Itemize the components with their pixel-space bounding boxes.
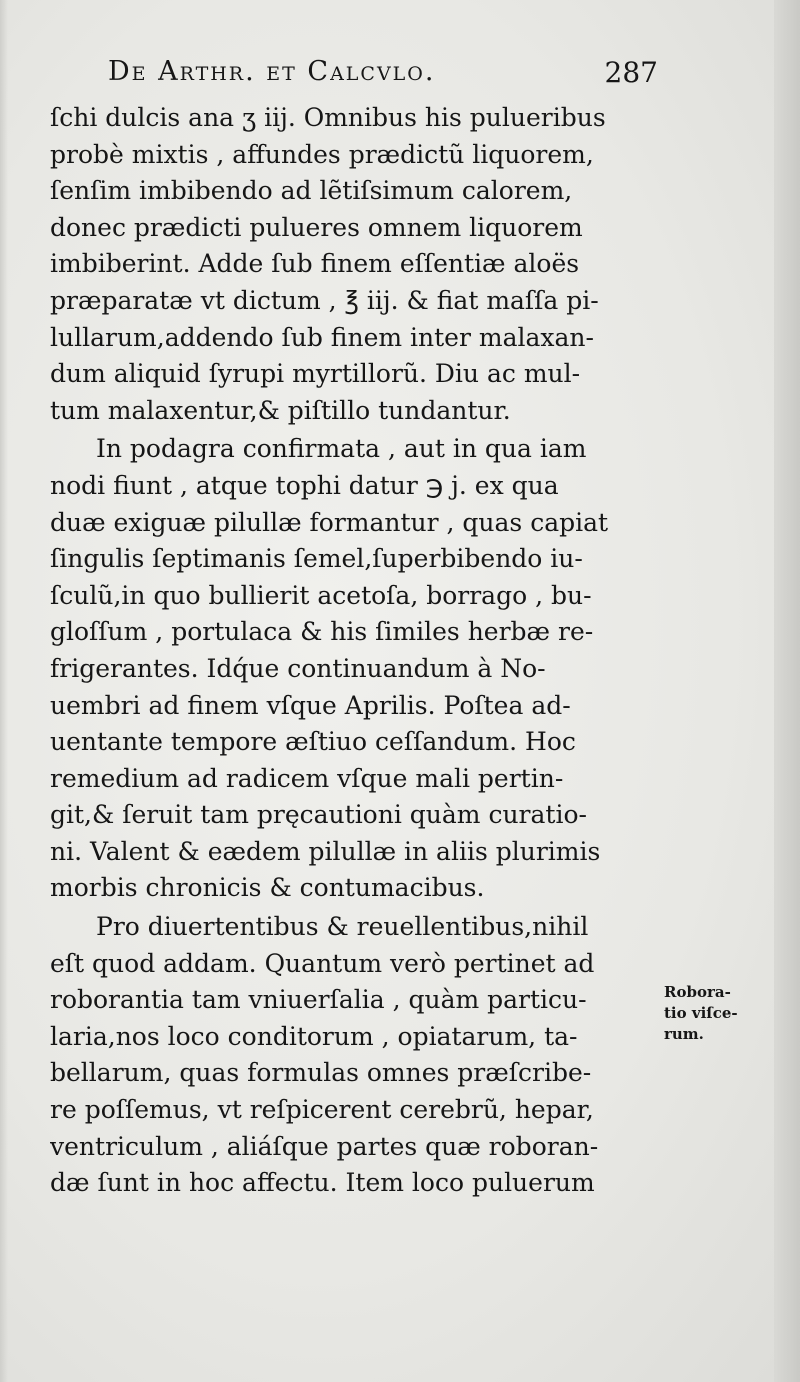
- text-line: ſculũ,in quo bullierit acetoſa, borrago , bu-: [50, 580, 592, 610]
- text-line: eſt quod addam. Quantum verò pertinet ad: [50, 948, 595, 978]
- text-line: dæ ſunt in hoc affectu. Item loco puluerum: [50, 1168, 595, 1198]
- text-line: gloſſum , portulaca & his ſimiles herbæ re-: [50, 617, 594, 647]
- text-line: git,& ſeruit tam pręcautioni quàm curatio-: [50, 800, 587, 830]
- marginal-note-line: Robora-: [664, 983, 731, 1001]
- paragraph-start-line: Pro diuertentibus & reuellentibus,nihil: [96, 912, 589, 942]
- marginal-note-line: tio viſce-: [664, 1004, 738, 1022]
- text-line: ventriculum , aliáſque partes quæ roboran-: [50, 1131, 599, 1161]
- text-line: morbis chronicis & contumacibus.: [50, 873, 485, 903]
- text-line: uentante tempore æſtiuo ceſſandum. Hoc: [50, 727, 576, 757]
- text-line: tum malaxentur,& piſtillo tundantur.: [50, 395, 511, 425]
- running-title: De Arthr. et Calcvlo.: [108, 56, 436, 87]
- body-text: [50, 100, 662, 1202]
- text-line: remedium ad radicem vſque mali pertin-: [50, 763, 564, 793]
- text-line: duæ exiguæ pilullæ formantur , quas capiat: [50, 507, 609, 537]
- text-line: laria,nos loco conditorum , opiatarum, ta-: [50, 1021, 578, 1051]
- text-line: ſchi dulcis ana ʒ iij. Omnibus his pulueribus: [50, 103, 606, 132]
- text-line: frigerantes. Idq́ue continuandum à No-: [50, 653, 546, 683]
- text-line: dum aliquid ſyrupi myrtillorũ. Diu ac mul-: [50, 359, 581, 389]
- marginal-note-line: rum.: [664, 1025, 704, 1043]
- page-right-edge: [774, 0, 800, 1382]
- text-line: roborantia tam vniuerſalia , quàm particu-: [50, 985, 587, 1015]
- marginal-note: [664, 982, 776, 1045]
- text-line: imbiberint. Adde ſub finem eſſentiæ aloës: [50, 249, 580, 279]
- text-line: nodi fiunt , atque tophi datur ℈ j. ex qua: [50, 470, 559, 500]
- page-number: 287: [604, 56, 658, 89]
- text-line: uembri ad finem vſque Aprilis. Poſtea ad-: [50, 690, 571, 720]
- text-line: bellarum, quas formulas omnes præſcribe-: [50, 1058, 592, 1088]
- text-line: ſingulis ſeptimanis ſemel,ſuperbibendo iu-: [50, 544, 583, 574]
- page-left-edge: [0, 0, 8, 1382]
- page-header: [108, 56, 658, 98]
- text-line: re poſſemus, vt reſpicerent cerebrũ, hepar,: [50, 1095, 594, 1125]
- text-line: lullarum,addendo ſub finem inter malaxan-: [50, 322, 594, 352]
- text-line: donec prædicti pulueres omnem liquorem: [50, 212, 583, 242]
- text-line: præparatæ vt dictum , ℥ iij. & fiat maſſa pi-: [50, 285, 599, 315]
- paragraph-start-line: In podagra confirmata , aut in qua iam: [96, 434, 587, 464]
- text-line: probè mixtis , affundes prædictũ liquorem,: [50, 139, 594, 169]
- text-line: ni. Valent & eædem pilullæ in aliis plurimis: [50, 836, 601, 866]
- text-line: ſenſim imbibendo ad lẽtiſsimum calorem,: [50, 176, 573, 206]
